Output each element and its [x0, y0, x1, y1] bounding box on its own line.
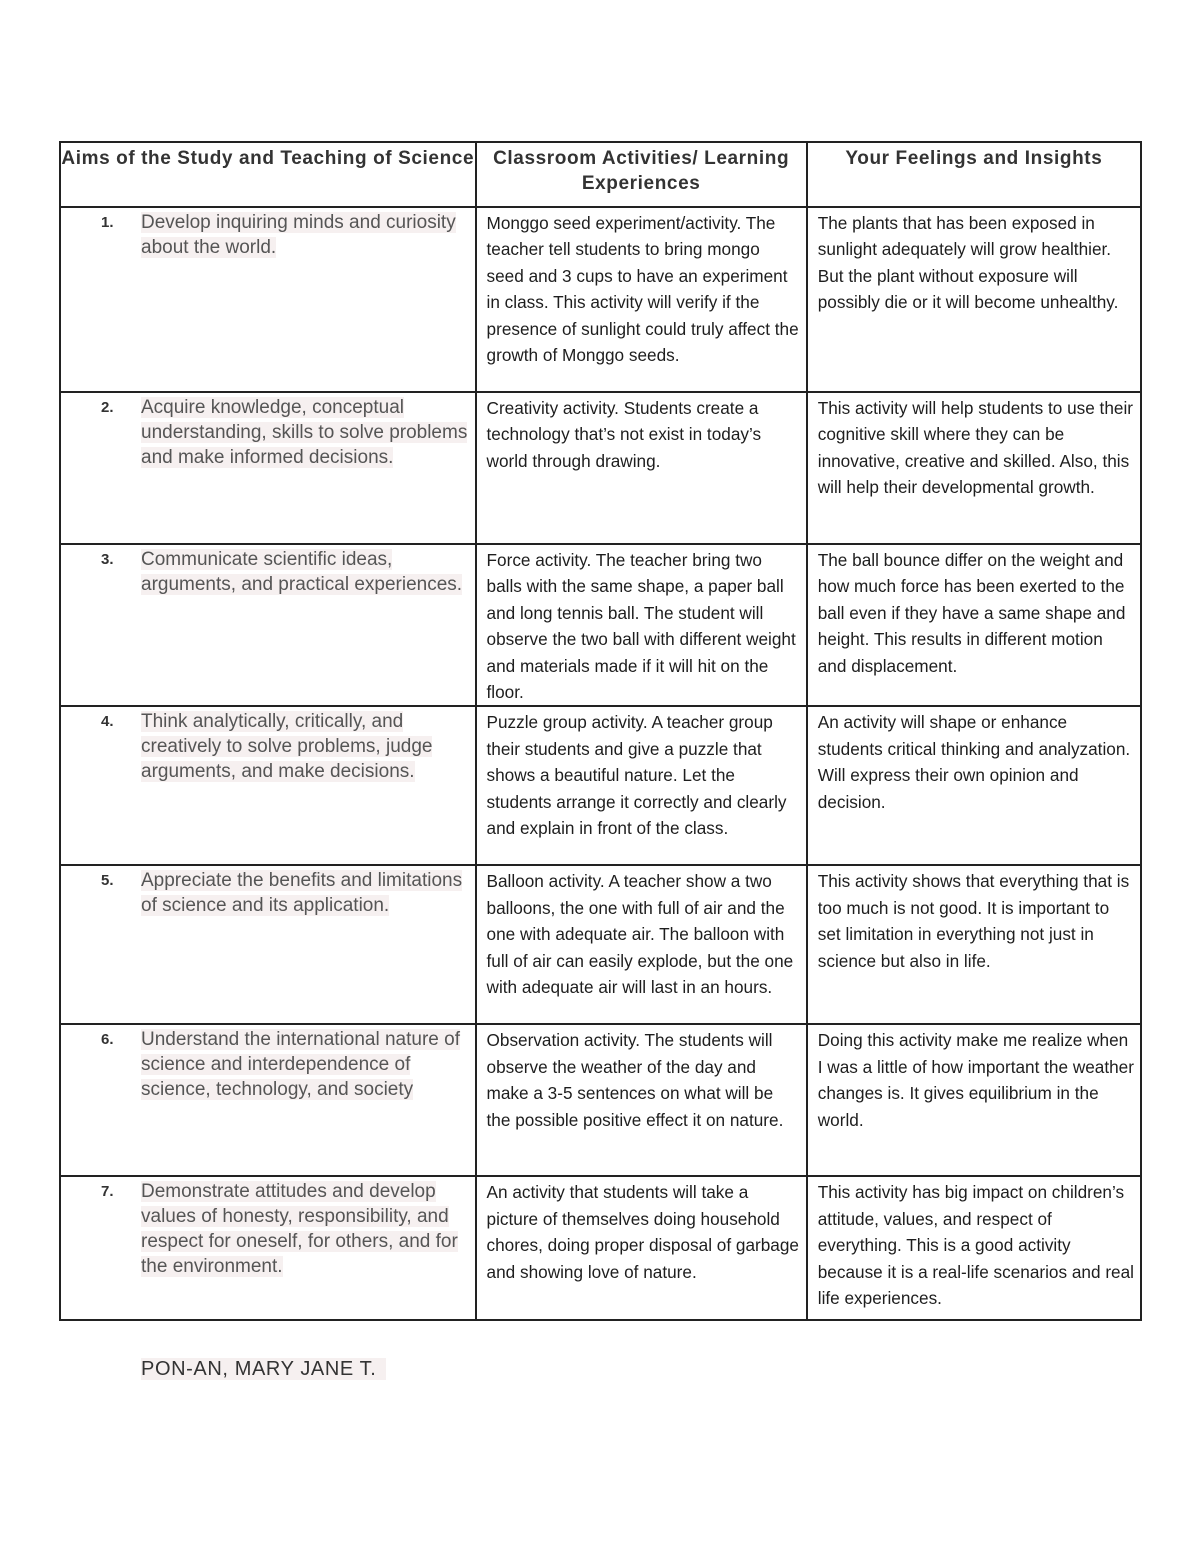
feeling-cell [807, 706, 1141, 865]
header-activities: Classroom Activities/ Learning Experiences [476, 142, 807, 207]
aim-cell [60, 865, 476, 1024]
activity-text: Creativity activity. Students create a technology that’s not exist in today’s world through drawing. [486, 398, 762, 471]
activity-text: Force activity. The teacher bring two balls with the same shape, a paper ball and long tennis ball. The student will observe the two ball with different weight and materials made if it will hit on the floor. [486, 550, 796, 703]
table-row [60, 1176, 1141, 1320]
activity-text: Observation activity. The students will observe the weather of the day and make a 3-5 sentences on what will be the possible positive effect it on nature. [486, 1030, 784, 1130]
activity-cell [476, 392, 807, 544]
table-row [60, 392, 1141, 544]
feeling-text: This activity will help students to use their cognitive skill where they can be innovative, creative and skilled. Also, this will help their developmental growth. [817, 398, 1133, 498]
feeling-cell [807, 544, 1141, 706]
header-aims: Aims of the Study and Teaching of Science [60, 142, 476, 207]
aim-text: Develop inquiring minds and curiosity about the world. [141, 212, 456, 258]
feeling-cell [807, 1024, 1141, 1176]
table-row [60, 865, 1141, 1024]
aim-number: 1. [101, 214, 114, 231]
author-name-text: PON-AN, MARY JANE T. [141, 1358, 386, 1380]
aim-cell [60, 392, 476, 544]
aim-number: 4. [101, 713, 114, 731]
activity-cell [476, 1024, 807, 1176]
feeling-cell [807, 207, 1141, 392]
table-row [60, 706, 1141, 865]
feeling-text: The plants that has been exposed in sunlight adequately will grow healthier. But the plant without exposure will possibly die or it will become unhealthy. [817, 213, 1119, 313]
header-feelings: Your Feelings and Insights [807, 142, 1141, 207]
activity-text: Balloon activity. A teacher show a two balloons, the one with full of air and the one with adequate air. The balloon with full of air can easily explode, but the one with adequate air will last in an hours. [486, 871, 794, 998]
feeling-text: This activity shows that everything that is too much is not good. It is important to set limitation in everything not just in science but also in life. [817, 871, 1130, 971]
feeling-text: Doing this activity make me realize when I was a little of how important the weather changes is. It gives equilibrium in the world. [817, 1030, 1134, 1130]
feeling-text: The ball bounce differ on the weight and how much force has been exerted to the ball even if they have a same shape and height. This results in different motion and displacement. [817, 550, 1126, 676]
aim-cell [60, 1024, 476, 1176]
aim-number: 7. [101, 1183, 114, 1201]
aim-text: Think analytically, critically, and creatively to solve problems, judge arguments, and make decisions. [141, 711, 433, 783]
aim-number: 2. [101, 399, 114, 416]
aim-number: 5. [101, 872, 114, 890]
table-row [60, 544, 1141, 706]
feeling-cell [807, 392, 1141, 544]
feeling-cell [807, 1176, 1141, 1320]
table-row [60, 207, 1141, 392]
aim-text: Demonstrate attitudes and develop values of honesty, responsibility, and respect for oneself, for others, and for the environment. [141, 1181, 458, 1278]
aim-text: Communicate scientific ideas, arguments, and practical experiences. [141, 549, 463, 595]
table-header-row [60, 142, 1141, 207]
activity-text: Puzzle group activity. A teacher group their students and give a puzzle that shows a beautiful nature. Let the students arrange it correctly and clearly and explain in front of the class. [486, 712, 787, 839]
feeling-text: This activity has big impact on children’s attitude, values, and respect of everything. This is a good activity because it is a real-life scenarios and real life experiences. [817, 1182, 1134, 1309]
feeling-text: An activity will shape or enhance students critical thinking and analyzation. Will express their own opinion and decision. [817, 712, 1131, 812]
aim-cell [60, 207, 476, 392]
activity-text: An activity that students will take a picture of themselves doing household chores, doing proper disposal of garbage and showing love of nature. [486, 1182, 799, 1282]
activity-cell [476, 544, 807, 706]
aim-text: Acquire knowledge, conceptual understanding, skills to solve problems and make informed decisions. [141, 397, 468, 468]
aim-text: Understand the international nature of science and interdependence of science, technology, and society [141, 1029, 460, 1101]
author-name [141, 1358, 386, 1381]
aims-activities-table [59, 141, 1142, 1321]
aim-cell [60, 706, 476, 865]
feeling-cell [807, 865, 1141, 1024]
aim-number: 3. [101, 551, 114, 568]
activity-cell [476, 706, 807, 865]
aim-text: Appreciate the benefits and limitations of science and its application. [141, 870, 463, 917]
activity-text: Monggo seed experiment/activity. The teacher tell students to bring mongo seed and 3 cups to have an experiment in class. This activity will verify if the presence of sunlight could truly affect the growth of Monggo seeds. [486, 213, 799, 366]
activity-cell [476, 1176, 807, 1320]
aim-cell [60, 1176, 476, 1320]
aim-number: 6. [101, 1031, 114, 1049]
aim-cell [60, 544, 476, 706]
activity-cell [476, 207, 807, 392]
activity-cell [476, 865, 807, 1024]
table-row [60, 1024, 1141, 1176]
